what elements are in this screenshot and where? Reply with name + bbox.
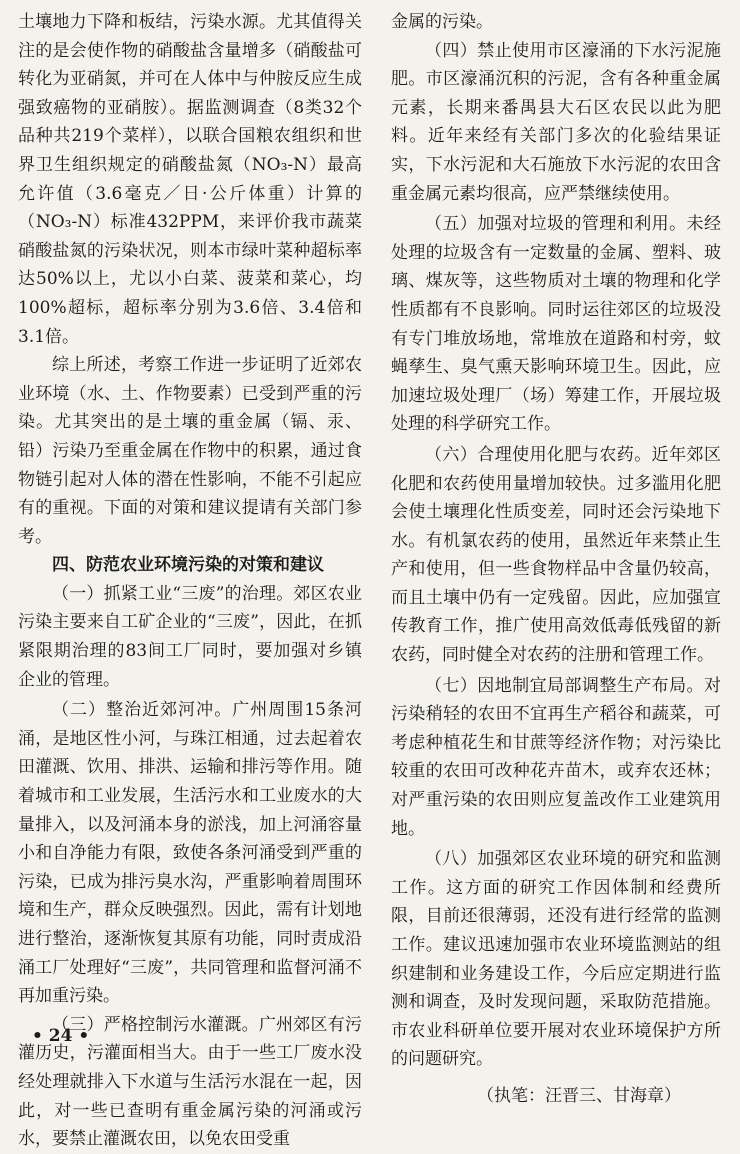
paragraph-item-2: （二）整治近郊河冲。广州周围15条河涌，是地区性小河，与珠江相通，过去起着农田灌溉、饮用、排洪、运输和排污等作用。随着城市和工业发展，生活污水和工业废水的大量排入，以及河涌本身的淤浅，加上河涌容量小和自净能力有限，致使各条河涌受到严重的污染，已成为排污臭水沟，严重影响着周围环境和生产，群众反映强烈。因此，需有计划地进行整治，逐渐恢复其原有功能，同时责成沿涌工厂处理好“三废”，共同管理和监督河涌不再加重污染。	[18, 700, 362, 1007]
right-column	[391, 8, 721, 1111]
paragraph-item-1: （一）抓紧工业“三废”的治理。郊区农业污染主要来自工矿企业的“三废”，因此，在抓紧限期治理的83间工厂同时，要加强对乡镇企业的管理。	[18, 583, 362, 690]
left-column	[18, 8, 362, 1154]
paragraph-item-5: （五）加强对垃圾的管理和利用。未经处理的垃圾含有一定数量的金属、塑料、玻璃、煤灰等，这些物质对土壤的物理和化学性质都有不良影响。同时运往郊区的垃圾没有专门堆放场地，常堆放在道路和村旁，蚊蝇孳生、臭气熏天影响环境卫生。因此，应加速垃圾处理厂（场）筹建工作，开展垃圾处理的科学研究工作。	[391, 214, 721, 435]
paragraph-item-8: （八）加强郊区农业环境的研究和监测工作。这方面的研究工作因体制和经费所限，目前还很薄弱，还没有进行经常的监测工作。建议迅速加强市农业环境监测站的组织建制和业务建设工作，今后应定期进行监测和调查，及时发现问题，采取防范措施。市农业科研单位要开展对农业环境保护方所的问题研究。	[391, 849, 721, 1070]
paragraph-item-3: （三）严格控制污水灌溉。广州郊区有污灌历史，污灌面相当大。由于一些工厂废水没经处理就排入下水道与生活污水混在一起，因此，对一些已查明有重金属污染的河涌或污水，要禁止灌溉农田，以免农田受重	[18, 1014, 362, 1150]
paragraph-summary: 综上所述，考察工作进一步证明了近郊农业环境（水、土、作物要素）已受到严重的污染。尤其突出的是土壤的重金属（镉、汞、铅）污染乃至重金属在作物中的积累，通过食物链引起对人体的潜在性影响，不能不引起应有的重视。下面的对策和建议提请有关部门参考。	[18, 355, 362, 547]
page-number: • 24 •	[32, 1026, 90, 1046]
section-heading-countermeasures: 四、防范农业环境污染的对策和建议	[52, 555, 324, 576]
paragraph-nitrate-pollution: 土壤地力下降和板结，污染水源。尤其值得关注的是会使作物的硝酸盐含量增多（硝酸盐可转化为亚硝氮，并可在人体中与仲胺反应生成强致癌物的亚硝胺）。据监测调查（8类32个品种共219个菜样），以联合国粮农组织和世界卫生组织规定的硝酸盐氮（NO₃-N）最高允许值（3.6毫克／日·公斤体重）计算的（NO₃-N）标准432PPM，来评价我市蔬菜硝酸盐氮的污染状况，则本市绿叶菜种超标率达50%以上，尤以小白菜、菠菜和菜心，均100%超标，超标率分别为3.6倍、3.4倍和3.1倍。	[18, 12, 362, 347]
paragraph-item-4: （四）禁止使用市区濠涌的下水污泥施肥。市区濠涌沉积的污泥，含有各种重金属元素，长期来番禺县大石区农民以此为肥料。近年来经有关部门多次的化验结果证实，下水污泥和大石施放下水污泥的农田含重金属元素均很高，应严禁继续使用。	[391, 40, 721, 204]
paragraph-item-7: （七）因地制宜局部调整生产布局。对污染稍轻的农田不宜再生产稻谷和蔬菜，可考虑种植花生和甘蔗等经济作物；对污染比较重的农田可改种花卉苗木，或弃农还林；对严重污染的农田则应复盖改作工业建筑用地。	[391, 675, 721, 839]
paragraph-item-3-continued: 金属的污染。	[391, 12, 493, 32]
paragraph-item-6: （六）合理使用化肥与农药。近年郊区化肥和农药使用量增加较快。过多滥用化肥会使土壤理化性质变差，同时还会污染地下水。有机氯农药的使用，虽然近年来禁止生产和使用，但一些食物样品中含量仍较高，而且土壤中仍有一定残留。因此，应加强宣传教育工作，推广使用高效低毒低残留的新农药，同时健全对农药的注册和管理工作。	[391, 444, 721, 666]
author-credit: （执笔：汪晋三、甘海章）	[477, 1085, 681, 1106]
